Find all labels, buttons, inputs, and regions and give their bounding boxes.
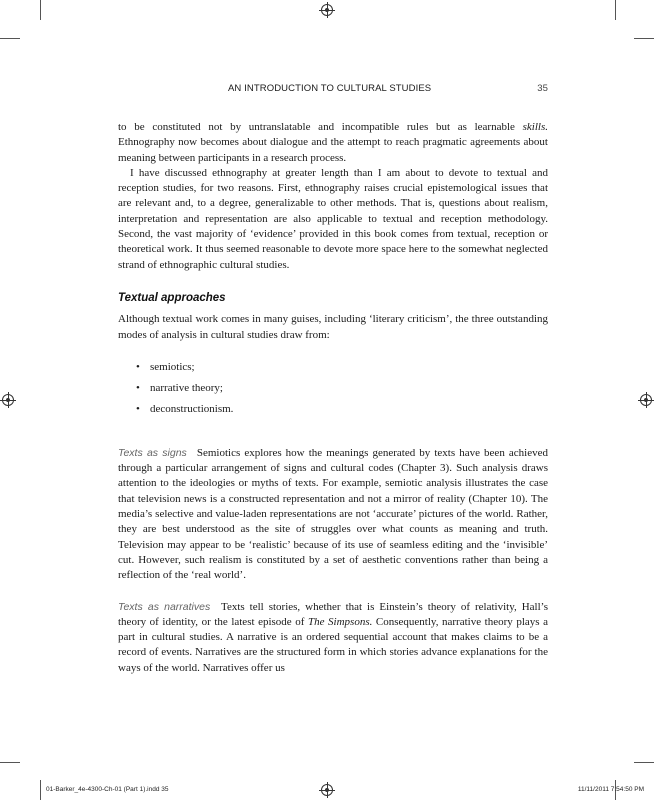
page-number: 35 bbox=[537, 83, 548, 94]
body-text bbox=[118, 120, 548, 676]
crop-mark bbox=[0, 38, 20, 39]
crop-mark bbox=[634, 38, 654, 39]
registration-mark-icon bbox=[321, 4, 333, 16]
section-intro: Although textual work comes in many guises, including ‘literary criticism’, the three outstanding modes of analysis in cultural studies draw from: bbox=[118, 313, 548, 341]
list-item: • semiotics; bbox=[136, 357, 548, 378]
running-head-title: AN INTRODUCTION TO CULTURAL STUDIES bbox=[228, 83, 432, 94]
crop-mark bbox=[40, 0, 41, 20]
section-heading: Textual approaches bbox=[118, 291, 226, 304]
emphasis: The Simpsons. bbox=[307, 615, 373, 628]
list-item: • deconstructionism. bbox=[136, 399, 548, 420]
paragraph: to be constituted not by untranslatable and incompatible rules but as learnable skills. Ethnography now becomes about dialogue and the attempt to reach pragmatic agreements about meaning between participants in a research process. bbox=[118, 121, 548, 164]
registration-mark-icon bbox=[321, 784, 333, 796]
slug-timestamp: 11/11/2011 7:54:50 PM bbox=[577, 786, 644, 793]
run-in-heading: Texts as narratives bbox=[118, 600, 211, 613]
crop-mark bbox=[40, 780, 41, 800]
slug-file-info: 01-Barker_4e-4300-Ch-01 (Part 1).indd 35 bbox=[46, 786, 169, 793]
paragraph: I have discussed ethnography at greater length than I am about to devote to textual and reception studies, for two reasons. First, ethnography raises crucial epistemological issues that are relevant and, to a degree, generalizable to other methods. That is, questions about realism, interpretation and representation are also applicable to textual and reception methodology. Second, the vast majority of ‘evidence’ provided in this book comes from textual, reception or theoretical work. It thus seemed reasonable to devote more space here to the somewhat neglected strand of ethnographic cultural studies. bbox=[118, 166, 548, 271]
registration-mark-icon bbox=[640, 394, 652, 406]
run-in-heading: Texts as signs bbox=[118, 446, 187, 459]
paragraph-signs: Texts as signs Semiotics explores how the meanings generated by texts have been achieved through a particular arrangement of signs and cultural codes (Chapter 3). Such analysis draws attention to the ideologies or myths of texts. For example, semiotic analysis illustrates the case that television news is a constructed representation and not a mirror of reality (Chapter 10). The media’s selective and value-laden representations are not ‘accurate’ pictures of the world. Rather, they are best understood as the site of struggles over what counts as meaning and truth. Television may appear to be ‘realistic’ because of its use of seamless editing and the ‘invisible’ cut. However, such realism is constituted by a set of aesthetic conventions rather than being a reflection of the ‘real world’. bbox=[118, 446, 548, 582]
crop-mark bbox=[0, 762, 20, 763]
bullet-list bbox=[118, 357, 548, 420]
crop-mark bbox=[615, 0, 616, 20]
registration-mark-icon bbox=[2, 394, 14, 406]
paragraph-narratives: Texts as narratives Texts tell stories, whether that is Einstein’s theory of relativity, Hall’s theory of identity, or the latest episode of The Simpsons. Consequently, narrative theory plays a part in cultural studies. A narrative is an ordered sequential account that makes claims to be a record of events. Narratives are the structured form in which stories advance explanations for the ways of the world. Narratives offer us bbox=[118, 600, 549, 674]
emphasis: skills. bbox=[522, 121, 548, 133]
list-item: • narrative theory; bbox=[136, 378, 548, 399]
crop-mark bbox=[634, 762, 654, 763]
